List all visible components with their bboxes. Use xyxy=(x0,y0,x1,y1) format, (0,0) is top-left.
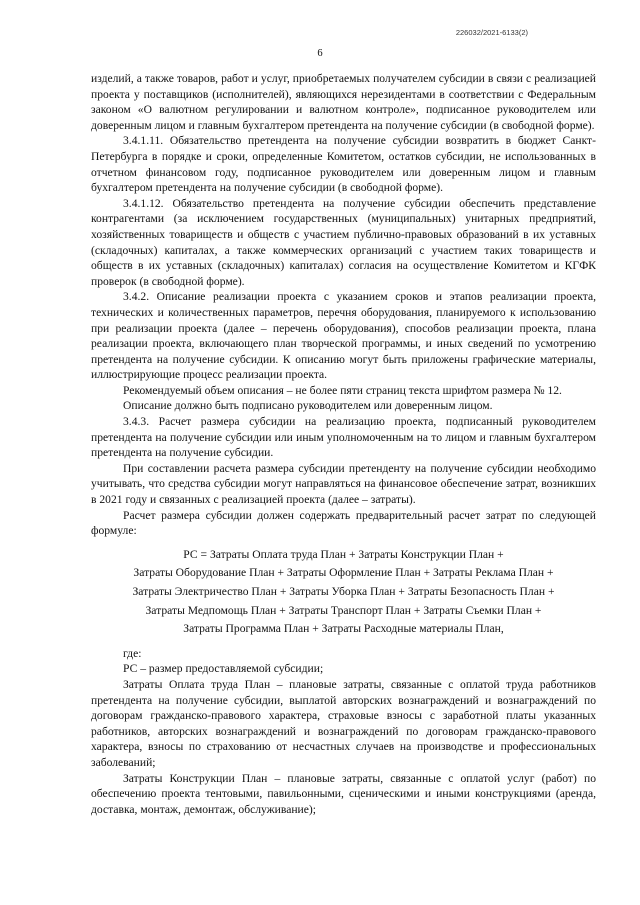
paragraph: 3.4.2. Описание реализации проекта с указанием сроков и этапов реализации проекта, технических и количественных параметров, перечня оборудования, планируемого к использованию при реализации проекта (далее – перечень оборудования), способов реализации проекта, плана реализации проекта, включающего план творческой программы, и иных сведений по усмотрению претендента на получение субсидии. К описанию могут быть приложены графические материалы, иллюстрирующие процесс реализации проекта. xyxy=(91,290,596,382)
paragraph: Затраты Оплата труда План – плановые затраты, связанные с оплатой труда работников претендента на получение субсидии, выплатой авторских вознаграждений и вознаграждений по договорам гражданско-правового характера, страховые взносы с заработной платы указанных работников, авторских вознаграждений и вознаграждений по договорам гражданско-правового характера, взносы по страхованию от несчастных случаев на производстве и профессиональных заболеваний; xyxy=(91,677,596,769)
paragraph: РС – размер предоставляемой субсидии; xyxy=(123,662,324,676)
page-number: 6 xyxy=(317,48,323,59)
paragraph: Рекомендуемый объем описания – не более пяти страниц текста шрифтом размера № 12. xyxy=(123,383,562,397)
paragraph: 3.4.1.11. Обязательство претендента на получение субсидии возвратить в бюджет Санкт-Петербурга в порядке и сроки, определенные Комитетом, остатков субсидии, не использованных в отчетном финансовом году, подписанное руководителем или доверенным лицом и главным бухгалтером претендента на получение субсидии (в свободной форме). xyxy=(91,134,596,195)
paragraph: Описание должно быть подписано руководителем или доверенным лицом. xyxy=(123,399,493,413)
formula-line: Затраты Электричество План + Затраты Уборка План + Затраты Безопасность План + xyxy=(132,585,555,598)
paragraph: изделий, а также товаров, работ и услуг, приобретаемых получателем субсидии в связи с реализацией проекта у поставщиков (исполнителей), являющихся нерезидентами в соответствии с Федеральным законом «О валютном регулировании и валютном контроле», подписанное руководителем или доверенным лицом и главным бухгалтером претендента на получение субсидии (в свободной форме). xyxy=(91,72,596,132)
paragraph: При составлении расчета размера субсидии претенденту на получение субсидии необходимо учитывать, что средства субсидии могут направляться на финансовое обеспечение затрат, возникших в 2021 году и связанных с реализацией проекта (далее – затраты). xyxy=(91,461,596,507)
paragraph: 3.4.1.12. Обязательство претендента на получение субсидии обеспечить представление контрагентами (за исключением государственных (муниципальных) унитарных предприятий, хозяйственных товариществ и обществ с участием публично-правовых образований в их уставных (складочных) капиталах, а также коммерческих организаций с участием таких товариществ и обществ в их уставных (складочных) капиталах) согласия на осуществление Комитетом и КГФК проверок (в свободной форме). xyxy=(91,196,596,288)
formula-line: Затраты Оборудование План + Затраты Оформление План + Затраты Реклама План + xyxy=(133,566,554,580)
paragraph: Затраты Конструкции План – плановые затраты, связанные с оплатой услуг (работ) по обеспечению проекта тентовыми, павильонными, сценическими и иными конструкциями (аренда, доставка, монтаж, демонтаж, обслуживание); xyxy=(91,771,596,816)
paragraph: 3.4.3. Расчет размера субсидии на реализацию проекта, подписанный руководителем претендента на получение субсидии или иным уполномоченным на то лицом и главным бухгалтером претендента на получение субсидии. xyxy=(91,415,596,460)
document-body xyxy=(91,71,596,817)
subsidy-formula xyxy=(91,546,596,639)
paragraph: Расчет размера субсидии должен содержать предварительный расчет затрат по следующей формуле: xyxy=(91,508,596,538)
document-number: 226032/2021-6133(2) xyxy=(455,28,528,37)
formula-line: Затраты Медпомощь План + Затраты Транспорт План + Затраты Съемки План + xyxy=(145,603,542,617)
formula-line: Затраты Программа План + Затраты Расходные материалы План, xyxy=(183,622,504,636)
formula-line: РС = Затраты Оплата труда План + Затраты Конструкции План + xyxy=(183,547,504,561)
paragraph: где: xyxy=(123,646,142,660)
